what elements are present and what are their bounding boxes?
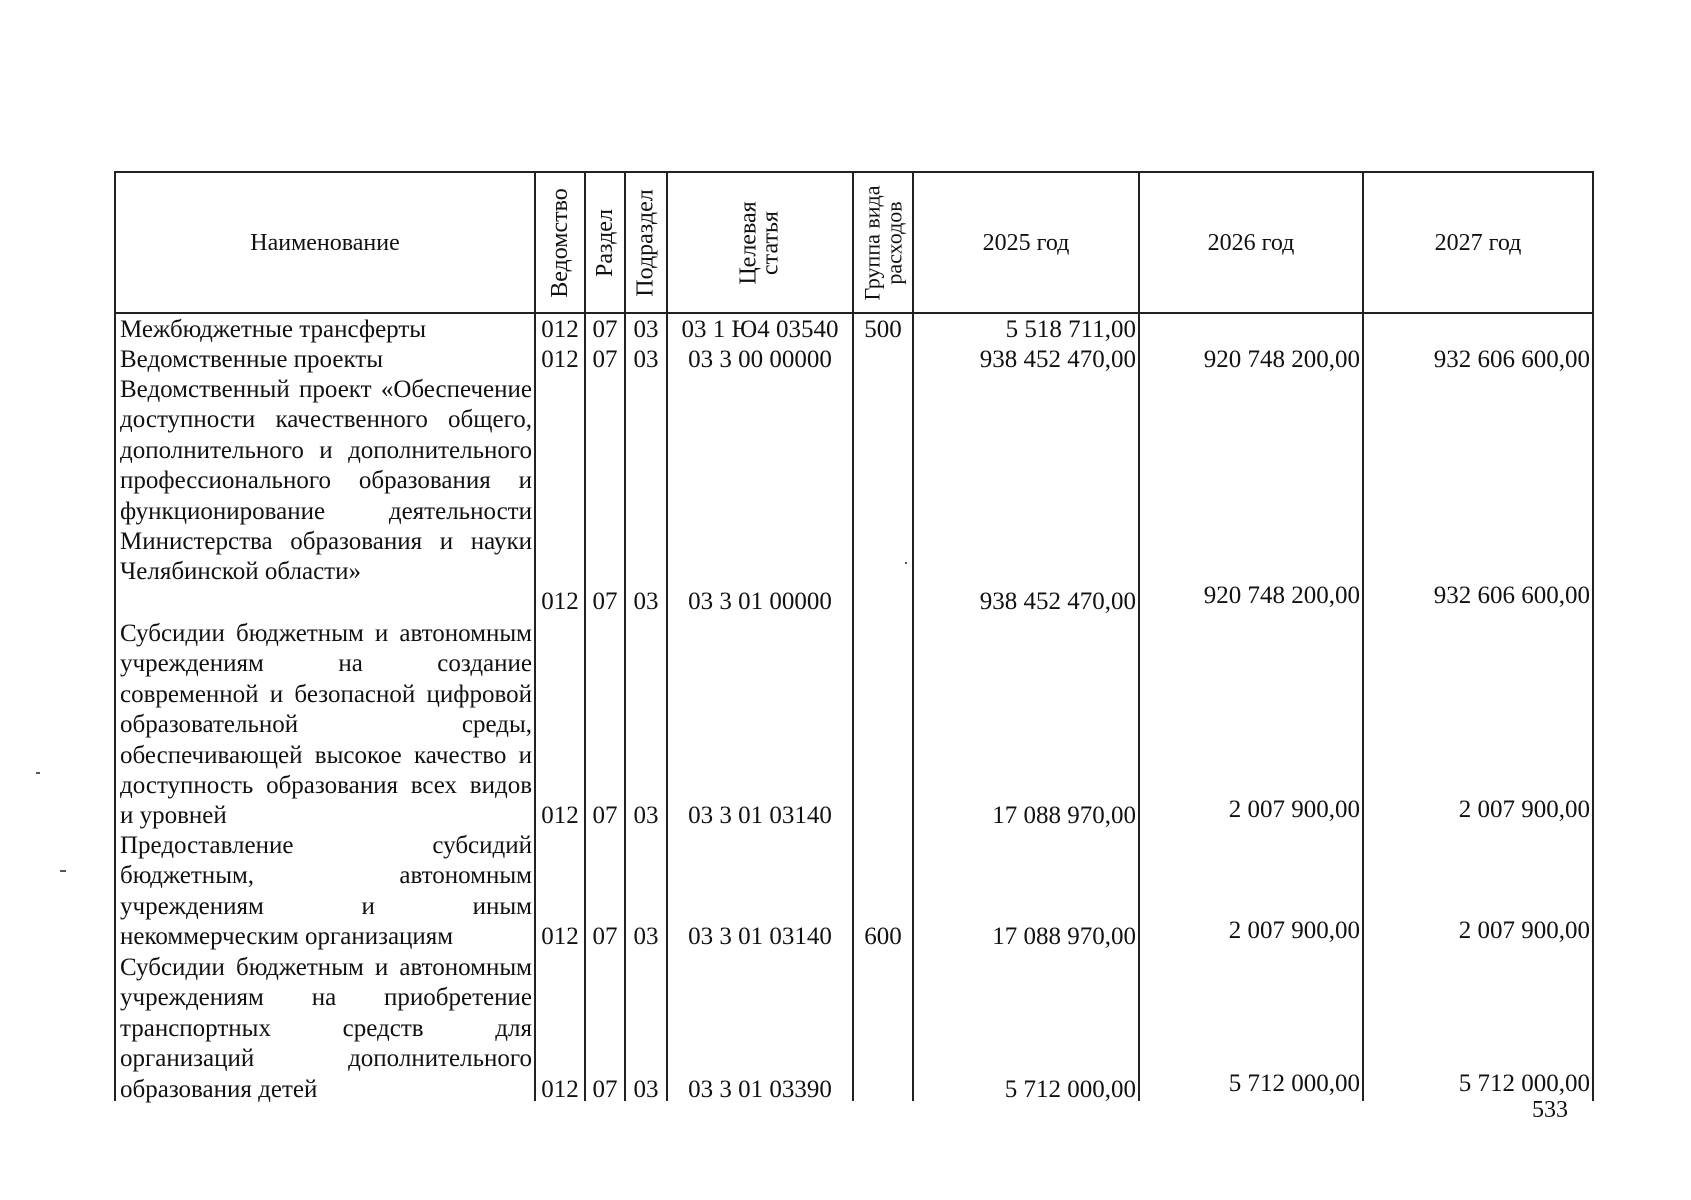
table-row [116,831,1596,953]
row-cs: 03 3 01 00000 [688,588,832,615]
header-gruppa: Группа вида расходов [859,185,907,301]
row-2027: 932 606 600,00 [1433,346,1590,373]
row-podr: 03 [633,588,659,615]
header-vedomstvo: Ведомство [547,188,573,298]
row-2027: 2 007 900,00 [1458,917,1590,944]
row-ved: 012 [541,1076,579,1103]
table-row [116,619,1596,831]
row-cs: 03 3 00 00000 [688,346,832,373]
row-2025: 938 452 470,00 [979,346,1136,373]
row-vr: 500 [864,316,902,343]
row-podr: 03 [633,346,659,373]
header-razdel: Раздел [592,209,619,277]
row-ved: 012 [541,346,579,373]
row-2026: 920 748 200,00 [1203,346,1360,373]
row-2027: 2 007 900,00 [1458,796,1590,823]
row-2026: 2 007 900,00 [1228,796,1360,823]
row-name: Субсидии бюджетным и автономным учреждениям на создание современной и безопасной цифровой образовательной среды, обеспечивающей высокое качество и доступность образования всех видов и уровней [120,620,532,830]
table-row [116,375,1596,619]
row-name: Предоставление субсидий бюджетным, автономным учреждениям и иным некоммерческим организациям [120,832,532,951]
row-razdel: 07 [592,802,618,829]
row-2026: 2 007 900,00 [1228,917,1360,944]
header-name: Наименование [250,229,400,256]
scan-speck [905,562,907,564]
header-podrazdel: Подраздел [633,189,660,297]
row-razdel: 07 [592,316,618,343]
row-ved: 012 [541,802,579,829]
row-name: Ведомственные проекты [120,346,384,373]
header-2027: 2027 год [1434,229,1522,256]
row-razdel: 07 [592,1076,618,1103]
scan-speck [36,772,40,774]
table-row [116,345,1596,375]
row-cs: 03 3 01 03390 [688,1076,832,1103]
row-2025: 938 452 470,00 [979,588,1136,615]
row-2025: 5 518 711,00 [1005,316,1136,343]
row-2027: 5 712 000,00 [1458,1070,1590,1097]
row-ved: 012 [541,588,579,615]
row-2025: 17 088 970,00 [992,802,1136,829]
row-razdel: 07 [592,588,618,615]
row-2026: 5 712 000,00 [1228,1070,1360,1097]
row-2027: 932 606 600,00 [1433,582,1590,609]
row-name: Ведомственный проект «Обеспечение доступности качественного общего, дополнительного и дополнительного профессионального образования и функционирование деятельности Министерства образования и науки Челябинской области» [120,376,532,586]
row-podr: 03 [633,1076,659,1103]
row-cs: 03 1 Ю4 03540 [681,316,839,343]
row-ved: 012 [541,316,579,343]
header-celevaya: Целевая статья [735,201,784,285]
row-podr: 03 [633,802,659,829]
row-2025: 17 088 970,00 [992,923,1136,950]
row-2025: 5 712 000,00 [1004,1076,1136,1103]
row-name: Межбюджетные трансферты [120,316,427,343]
table-row [116,953,1596,1101]
page-number: 533 [1532,1097,1568,1123]
row-cs: 03 3 01 03140 [688,802,832,829]
row-razdel: 07 [592,346,618,373]
row-razdel: 07 [592,923,618,950]
row-ved: 012 [541,923,579,950]
table-header [116,171,1594,314]
row-vr: 600 [864,923,902,950]
row-podr: 03 [633,923,659,950]
scan-speck [60,870,66,872]
header-2026: 2026 год [1207,229,1295,256]
header-2025: 2025 год [982,229,1070,256]
budget-table [114,171,1596,1101]
row-podr: 03 [633,316,659,343]
table-row [116,315,1596,345]
row-name: Субсидии бюджетным и автономным учреждениям на приобретение транспортных средств для организаций дополнительного образования детей [120,954,532,1103]
row-cs: 03 3 01 03140 [688,923,832,950]
row-2026: 920 748 200,00 [1203,582,1360,609]
